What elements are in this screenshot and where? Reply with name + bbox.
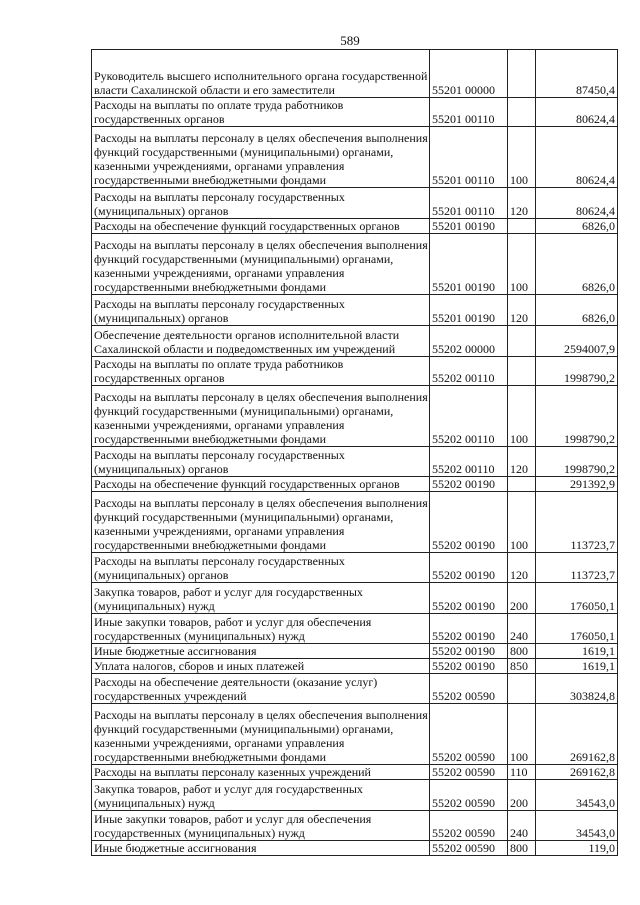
row-description: Закупка товаров, работ и услуг для государственных (муниципальных) нужд — [92, 780, 430, 811]
row-expense-type: 120 — [508, 188, 536, 219]
row-amount: 176050,1 — [536, 614, 618, 644]
row-code: 55202 00000 — [430, 326, 508, 357]
table-row — [92, 659, 618, 674]
row-amount: 34543,0 — [536, 811, 618, 841]
row-description: Расходы на обеспечение функций государственных органов — [92, 219, 430, 234]
row-expense-type — [508, 477, 536, 492]
table-row — [92, 614, 618, 644]
row-amount: 119,0 — [536, 841, 618, 856]
row-amount: 303824,8 — [536, 674, 618, 704]
table-row — [92, 644, 618, 659]
row-amount: 87450,4 — [536, 50, 618, 98]
row-code: 55202 00110 — [430, 357, 508, 386]
table-row — [92, 704, 618, 765]
row-expense-type — [508, 50, 536, 98]
row-expense-type: 120 — [508, 553, 536, 583]
row-description: Расходы на выплаты персоналу государственных (муниципальных) органов — [92, 447, 430, 477]
row-amount: 80624,4 — [536, 98, 618, 127]
row-expense-type: 800 — [508, 841, 536, 856]
row-description: Обеспечение деятельности органов исполнительной власти Сахалинской области и подведомственных им учреждений — [92, 326, 430, 357]
row-expense-type: 100 — [508, 704, 536, 765]
row-amount: 34543,0 — [536, 780, 618, 811]
row-amount: 6826,0 — [536, 219, 618, 234]
table-row — [92, 357, 618, 386]
row-code: 55202 00590 — [430, 841, 508, 856]
row-description: Расходы на выплаты персоналу государственных (муниципальных) органов — [92, 188, 430, 219]
row-code: 55202 00590 — [430, 704, 508, 765]
row-amount: 1998790,2 — [536, 386, 618, 447]
row-code: 55202 00590 — [430, 674, 508, 704]
row-expense-type: 200 — [508, 780, 536, 811]
table-row — [92, 127, 618, 188]
row-description: Расходы на выплаты персоналу в целях обеспечения выполнения функций государственными (муниципальными) органами, казенными учреждениями, органами управления государственными внебюджетными фондами — [92, 234, 430, 295]
row-code: 55202 00110 — [430, 386, 508, 447]
row-description: Расходы на выплаты по оплате труда работников государственных органов — [92, 357, 430, 386]
row-expense-type: 100 — [508, 492, 536, 553]
row-description: Расходы на выплаты персоналу в целях обеспечения выполнения функций государственными (муниципальными) органами, казенными учреждениями, органами управления государственными внебюджетными фондами — [92, 492, 430, 553]
table-row — [92, 765, 618, 780]
row-expense-type: 120 — [508, 447, 536, 477]
row-description: Расходы на обеспечение функций государственных органов — [92, 477, 430, 492]
budget-table-body — [92, 50, 618, 856]
table-row — [92, 477, 618, 492]
row-code: 55201 00190 — [430, 219, 508, 234]
row-expense-type: 800 — [508, 644, 536, 659]
table-row — [92, 219, 618, 234]
row-description: Расходы на выплаты персоналу государственных (муниципальных) органов — [92, 295, 430, 326]
row-description: Закупка товаров, работ и услуг для государственных (муниципальных) нужд — [92, 583, 430, 614]
row-code: 55202 00190 — [430, 659, 508, 674]
row-expense-type — [508, 98, 536, 127]
row-amount: 113723,7 — [536, 492, 618, 553]
row-amount: 1619,1 — [536, 644, 618, 659]
row-description: Уплата налогов, сборов и иных платежей — [92, 659, 430, 674]
row-amount: 2594007,9 — [536, 326, 618, 357]
row-code: 55202 00590 — [430, 811, 508, 841]
row-amount: 176050,1 — [536, 583, 618, 614]
row-description: Руководитель высшего исполнительного органа государственной власти Сахалинской области и его заместители — [92, 50, 430, 98]
row-amount: 6826,0 — [536, 295, 618, 326]
row-expense-type — [508, 674, 536, 704]
row-expense-type — [508, 326, 536, 357]
row-code: 55202 00190 — [430, 583, 508, 614]
row-code: 55202 00590 — [430, 765, 508, 780]
table-row — [92, 780, 618, 811]
table-row — [92, 98, 618, 127]
row-expense-type: 850 — [508, 659, 536, 674]
row-description: Иные бюджетные ассигнования — [92, 644, 430, 659]
row-amount: 1998790,2 — [536, 357, 618, 386]
row-code: 55202 00190 — [430, 614, 508, 644]
row-code: 55202 00190 — [430, 644, 508, 659]
row-code: 55201 00110 — [430, 188, 508, 219]
table-row — [92, 674, 618, 704]
row-amount: 269162,8 — [536, 704, 618, 765]
row-description: Иные закупки товаров, работ и услуг для обеспечения государственных (муниципальных) нужд — [92, 811, 430, 841]
row-expense-type: 100 — [508, 234, 536, 295]
row-code: 55202 00190 — [430, 553, 508, 583]
row-amount: 113723,7 — [536, 553, 618, 583]
row-expense-type: 240 — [508, 811, 536, 841]
table-row — [92, 447, 618, 477]
row-code: 55201 00190 — [430, 295, 508, 326]
budget-table — [91, 49, 618, 856]
table-row — [92, 553, 618, 583]
row-description: Расходы на выплаты персоналу государственных (муниципальных) органов — [92, 553, 430, 583]
page-number: 589 — [340, 33, 360, 48]
row-expense-type: 100 — [508, 386, 536, 447]
row-expense-type — [508, 357, 536, 386]
row-expense-type: 100 — [508, 127, 536, 188]
row-code: 55201 00000 — [430, 50, 508, 98]
table-row — [92, 50, 618, 98]
table-row — [92, 583, 618, 614]
table-row — [92, 234, 618, 295]
row-code: 55202 00590 — [430, 780, 508, 811]
row-amount: 6826,0 — [536, 234, 618, 295]
row-amount: 1998790,2 — [536, 447, 618, 477]
row-description: Расходы на выплаты персоналу в целях обеспечения выполнения функций государственными (муниципальными) органами, казенными учреждениями, органами управления государственными внебюджетными фондами — [92, 704, 430, 765]
row-expense-type — [508, 219, 536, 234]
row-description: Расходы на выплаты персоналу в целях обеспечения выполнения функций государственными (муниципальными) органами, казенными учреждениями, органами управления государственными внебюджетными фондами — [92, 127, 430, 188]
row-code: 55202 00190 — [430, 492, 508, 553]
row-description: Расходы на обеспечение деятельности (оказание услуг) государственных учреждений — [92, 674, 430, 704]
row-expense-type: 240 — [508, 614, 536, 644]
table-row — [92, 326, 618, 357]
row-code: 55202 00110 — [430, 447, 508, 477]
row-expense-type: 110 — [508, 765, 536, 780]
table-row — [92, 188, 618, 219]
row-description: Расходы на выплаты персоналу казенных учреждений — [92, 765, 430, 780]
row-description: Расходы на выплаты персоналу в целях обеспечения выполнения функций государственными (муниципальными) органами, казенными учреждениями, органами управления государственными внебюджетными фондами — [92, 386, 430, 447]
table-row — [92, 492, 618, 553]
row-amount: 80624,4 — [536, 188, 618, 219]
table-row — [92, 811, 618, 841]
row-expense-type: 200 — [508, 583, 536, 614]
row-description: Иные закупки товаров, работ и услуг для обеспечения государственных (муниципальных) нужд — [92, 614, 430, 644]
row-code: 55201 00190 — [430, 234, 508, 295]
table-row — [92, 386, 618, 447]
row-amount: 291392,9 — [536, 477, 618, 492]
row-amount: 1619,1 — [536, 659, 618, 674]
table-row — [92, 295, 618, 326]
row-description: Иные бюджетные ассигнования — [92, 841, 430, 856]
row-expense-type: 120 — [508, 295, 536, 326]
row-amount: 269162,8 — [536, 765, 618, 780]
row-code: 55201 00110 — [430, 98, 508, 127]
row-description: Расходы на выплаты по оплате труда работников государственных органов — [92, 98, 430, 127]
table-row — [92, 841, 618, 856]
row-amount: 80624,4 — [536, 127, 618, 188]
row-code: 55202 00190 — [430, 477, 508, 492]
row-code: 55201 00110 — [430, 127, 508, 188]
